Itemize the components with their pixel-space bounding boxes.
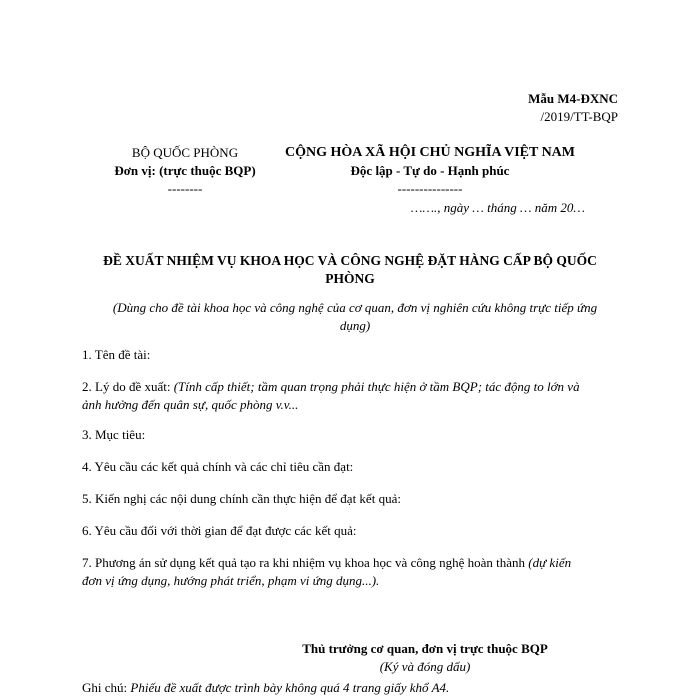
item-4: 4. Yêu cầu các kết quả chính và các chỉ tiêu cần đạt: [82, 459, 354, 474]
item-7-label: 7. Phương án sử dụng kết quả tạo ra khi nhiệm vụ khoa học và công nghệ hoàn thành [82, 555, 529, 570]
item-2-description-line1: (Tính cấp thiết; tầm quan trọng phải thực hiện ở tầm BQP; tác động to lớn và [173, 379, 580, 394]
form-code-line2: /2019/TT-BQP [540, 109, 618, 124]
item-3: 3. Mục tiêu: [82, 427, 146, 442]
footnote-text: Phiếu đề xuất được trình bày không quá 4 trang giấy khổ A4. [130, 680, 450, 695]
subtitle-line2: dụng) [339, 318, 371, 333]
footnote [82, 680, 622, 696]
item-1: 1. Tên đề tài: [82, 347, 151, 362]
signature-note: (Ký và đóng dấu) [379, 659, 471, 674]
item-2 [82, 378, 622, 414]
signature-block [270, 640, 580, 676]
document-title [80, 252, 620, 288]
footnote-label: Ghi chú: [82, 680, 131, 695]
country-motto: Độc lập - Tự do - Hạnh phúc [350, 163, 510, 178]
item-2-label: 2. Lý do đề xuất: [82, 379, 174, 394]
header-left-divider: -------- [167, 181, 203, 196]
subtitle-line1: (Dùng cho đề tài khoa học và công nghệ của cơ quan, đơn vị nghiên cứu không trực tiếp ứng [112, 300, 598, 315]
item-7-description-line1: (dự kiến [528, 555, 572, 570]
unit-name: Đơn vị: (trực thuộc BQP) [114, 163, 256, 178]
form-code-line1: Mẫu M4-ĐXNC [528, 91, 618, 106]
signature-title: Thủ trưởng cơ quan, đơn vị trực thuộc BQP [302, 641, 548, 656]
item-2-description-line2: ảnh hưởng đến quân sự, quốc phòng v.v... [82, 397, 299, 412]
date-line: ……., ngày … tháng … năm 20… [410, 200, 585, 215]
item-6: 6. Yêu cầu đối với thời gian để đạt được các kết quả: [82, 523, 357, 538]
document-subtitle [80, 299, 630, 335]
title-line2: PHÒNG [325, 271, 375, 286]
header-right [270, 144, 590, 198]
item-5: 5. Kiến nghị các nội dung chính cần thực hiện để đạt kết quả: [82, 491, 401, 506]
item-7-description-line2: đơn vị ứng dụng, hướng phát triển, phạm vi ứng dụng...). [82, 573, 380, 588]
form-code [418, 90, 618, 126]
title-line1: ĐỀ XUẤT NHIỆM VỤ KHOA HỌC VÀ CÔNG NGHỆ ĐẶT HÀNG CẤP BỘ QUỐC [103, 253, 597, 268]
country-name: CỘNG HÒA XÃ HỘI CHỦ NGHĨA VIỆT NAM [284, 145, 575, 160]
item-7 [82, 554, 622, 590]
header-left [105, 144, 265, 198]
ministry-name: BỘ QUỐC PHÒNG [131, 145, 239, 160]
header-right-divider: --------------- [397, 181, 463, 196]
